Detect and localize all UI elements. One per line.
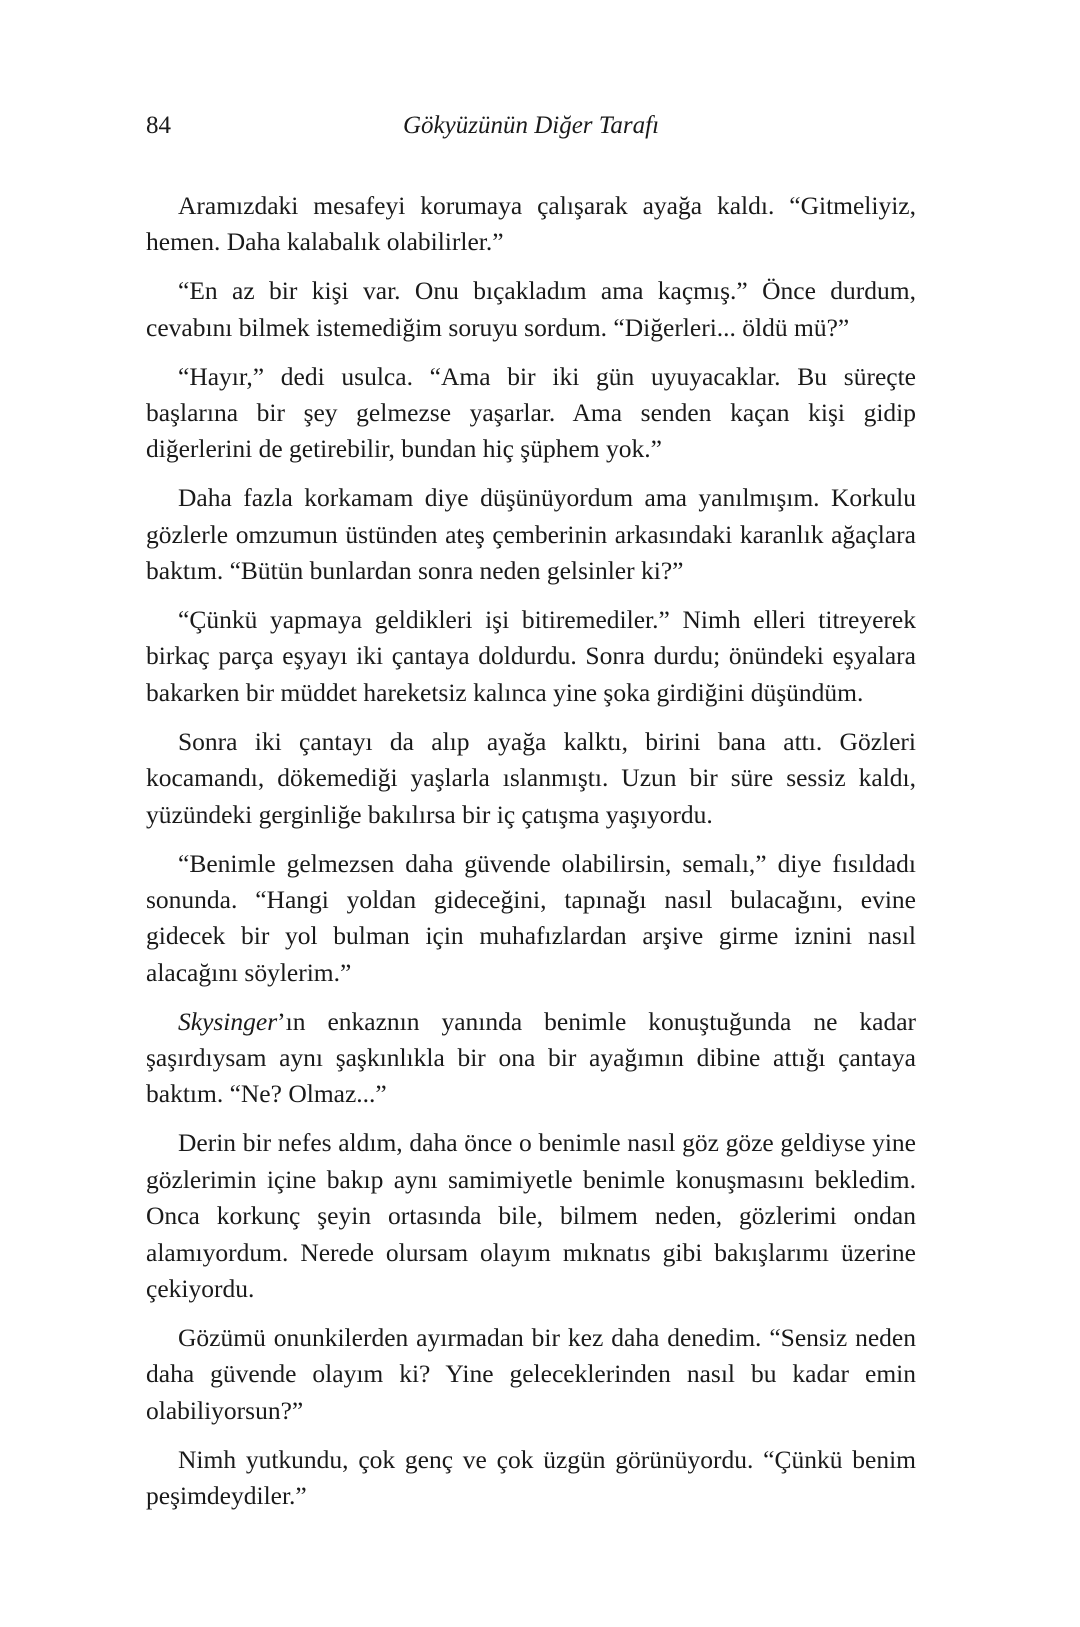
paragraph: Derin bir nefes aldım, daha önce o benimle nasıl göz göze geldiyse yine gözlerimin içine bakıp aynı samimiyetle benimle konuşmasını bekledim. Onca korkunç şeyin ortasında bile, bilmem neden, gözlerimi ondan alamıyordum. Nerede olursam olayım mıknatıs gibi bakışlarımı üzerine çekiyordu. bbox=[146, 1128, 916, 1303]
paragraph: Sonra iki çantayı da alıp ayağa kalktı, birini bana attı. Gözleri kocamandı, dökemediği yaşlarla ıslanmıştı. Uzun bir süre sessiz kaldı, yüzündeki gerginliğe bakılırsa bir iç çatışma yaşıyordu. bbox=[146, 726, 916, 829]
paragraph: “En az bir kişi var. Onu bıçakladım ama kaçmış.” Önce durdum, cevabını bilmek istemediğim soruyu sordum. “Diğerleri... öldü mü?” bbox=[146, 276, 916, 342]
page-header bbox=[146, 112, 916, 152]
paragraph bbox=[146, 1004, 916, 1113]
paragraph: Gözümü onunkilerden ayırmadan bir kez daha denedim. “Sensiz neden daha güvende olayım ki? Yine geleceklerinden nasıl bu kadar emin olabiliyorsun?” bbox=[146, 1322, 916, 1425]
body-text bbox=[146, 188, 916, 1527]
paragraph: Aramızdaki mesafeyi korumaya çalışarak ayağa kaldı. “Gitmeliyiz, hemen. Daha kalabalık olabilirler.” bbox=[146, 191, 916, 257]
paragraph: Nimh yutkundu, çok genç ve çok üzgün görünüyordu. “Çünkü benim peşimdeydiler.” bbox=[146, 1444, 916, 1510]
ship-name: Skysinger bbox=[178, 1006, 278, 1036]
page-number: 84 bbox=[146, 112, 171, 139]
paragraph: “Benimle gelmezsen daha güvende olabilirsin, semalı,” diye fısıldadı sonunda. “Hangi yoldan gideceğini, tapınağı nasıl bulacağını, evine gidecek bir yol bulman için muhafızlardan arşive girme iznini nasıl alacağını söylerim.” bbox=[146, 848, 916, 987]
running-title: Gökyüzünün Diğer Tarafı bbox=[402, 112, 660, 139]
paragraph: “Çünkü yapmaya geldikleri işi bitiremediler.” Nimh elleri titreyerek birkaç parça eşyayı iki çantaya doldurdu. Sonra durdu; önündeki eşyalara bakarken bir müddet hareketsiz kalınca yine şoka girdiğini düşündüm. bbox=[146, 605, 916, 707]
paragraph-text: ’ın enkaznın yanında benimle konuştuğunda ne kadar şaşırdıysam aynı şaşkınlıkla bir ona bir ayağımın dibine attığı çantaya baktım. “Ne? Olmaz...” bbox=[146, 1006, 916, 1109]
paragraph: Daha fazla korkamam diye düşünüyordum ama yanılmışım. Korkulu gözlerle omzumun üstünden ateş çemberinin arkasındaki karanlık ağaçlara baktım. “Bütün bunlardan sonra neden gelsinler ki?” bbox=[146, 483, 916, 586]
paragraph: “Hayır,” dedi usulca. “Ama bir iki gün uyuyacaklar. Bu süreçte başlarına bir şey gelmezse yaşarlar. Ama senden kaçan kişi gidip diğerlerini de getirebilir, bundan hiç şüphem yok.” bbox=[146, 361, 916, 464]
